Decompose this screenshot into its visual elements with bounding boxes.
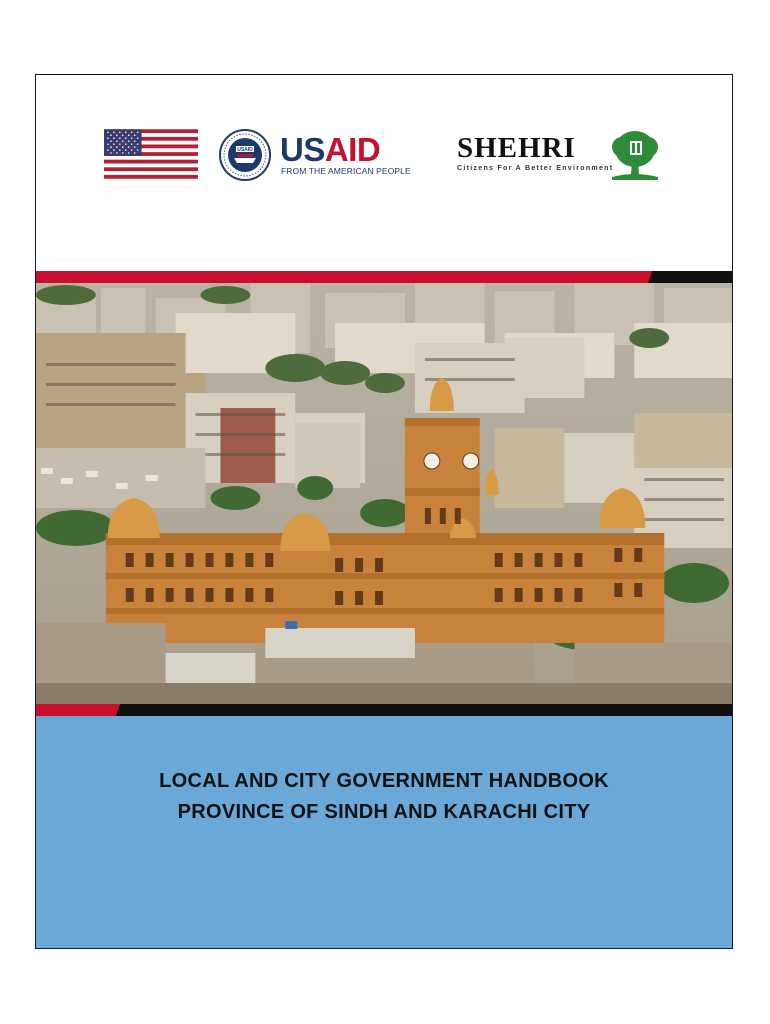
document-title-line-2: PROVINCE OF SINDH AND KARACHI CITY (177, 801, 591, 823)
title-panel (36, 716, 732, 949)
shehri-wordmark: SHEHRI (457, 132, 576, 164)
usaid-seal-text: USAID (237, 147, 253, 153)
usaid-tagline: FROM THE AMERICAN PEOPLE (281, 166, 411, 176)
usaid-wordmark-us: US (280, 131, 325, 168)
document-title-line-1: LOCAL AND CITY GOVERNMENT HANDBOOK (159, 770, 609, 792)
karachi-city-skyline-photo (36, 283, 732, 704)
cover-page (35, 74, 733, 949)
usaid-wordmark (280, 133, 380, 166)
usaid-wordmark-aid: AID (324, 131, 381, 168)
usaid-seal-icon (219, 129, 271, 181)
bottom-accent-stripe (36, 704, 732, 716)
shehri-tagline: Citizens For A Better Environment (457, 165, 614, 172)
tree-icon (608, 129, 662, 181)
logo-header (36, 75, 732, 271)
us-flag-icon (104, 129, 198, 179)
top-accent-stripe (36, 271, 732, 283)
